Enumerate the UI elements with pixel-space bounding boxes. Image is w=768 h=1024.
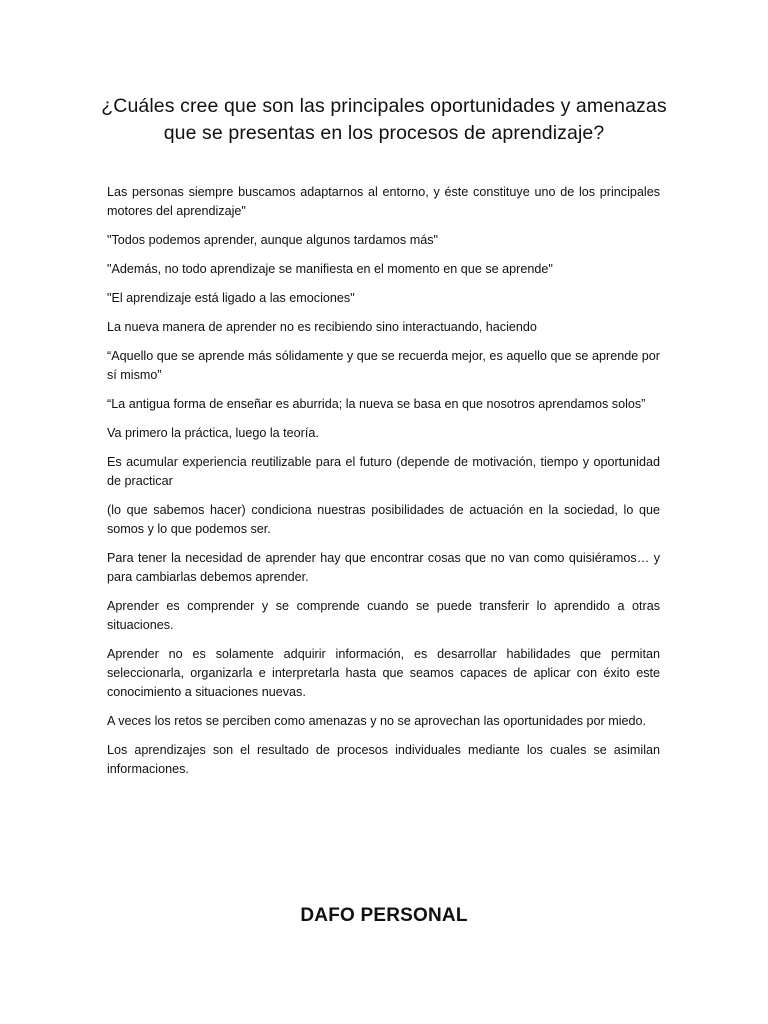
page-title [60,93,708,147]
paragraph: Va primero la práctica, luego la teoría. [107,426,319,440]
paragraph: Para tener la necesidad de aprender hay que encontrar cosas que no van como quisiéramos… y para cambiarlas debemos aprender. [107,551,660,584]
paragraph: "El aprendizaje está ligado a las emociones" [107,291,355,305]
paragraph: “La antigua forma de enseñar es aburrida; la nueva se basa en que nosotros aprendamos solos” [107,397,646,411]
title-line-1: ¿Cuáles cree que son las principales oportunidades y amenazas [101,95,667,117]
paragraph: "Todos podemos aprender, aunque algunos tardamos más" [107,233,438,247]
paragraph: Aprender no es solamente adquirir información, es desarrollar habilidades que permitan seleccionarla, organizarla e interpretarla hasta que seamos capaces de aplicar con éxito este conocimiento a situaciones nuevas. [107,647,660,699]
title-line-2: que se presentas en los procesos de aprendizaje? [163,122,605,144]
paragraph: Los aprendizajes son el resultado de procesos individuales mediante los cuales se asimilan informaciones. [107,743,660,776]
paragraph: "Además, no todo aprendizaje se manifiesta en el momento en que se aprende" [107,262,553,276]
paragraph: La nueva manera de aprender no es recibiendo sino interactuando, haciendo [107,320,537,334]
paragraph: Aprender es comprender y se comprende cuando se puede transferir lo aprendido a otras situaciones. [107,599,660,632]
section-heading: DAFO PERSONAL [300,905,468,926]
paragraph: A veces los retos se perciben como amenazas y no se aprovechan las oportunidades por miedo. [107,714,647,728]
paragraph: (lo que sabemos hacer) condiciona nuestras posibilidades de actuación en la sociedad, lo que somos y lo que podemos ser. [107,503,660,536]
paragraph: Las personas siempre buscamos adaptarnos al entorno, y éste constituye uno de los principales motores del aprendizaje" [107,185,660,218]
document-body [107,183,660,789]
paragraph: Es acumular experiencia reutilizable para el futuro (depende de motivación, tiempo y oportunidad de practicar [107,455,660,488]
paragraph: “Aquello que se aprende más sólidamente y que se recuerda mejor, es aquello que se aprende por sí mismo” [107,349,660,382]
